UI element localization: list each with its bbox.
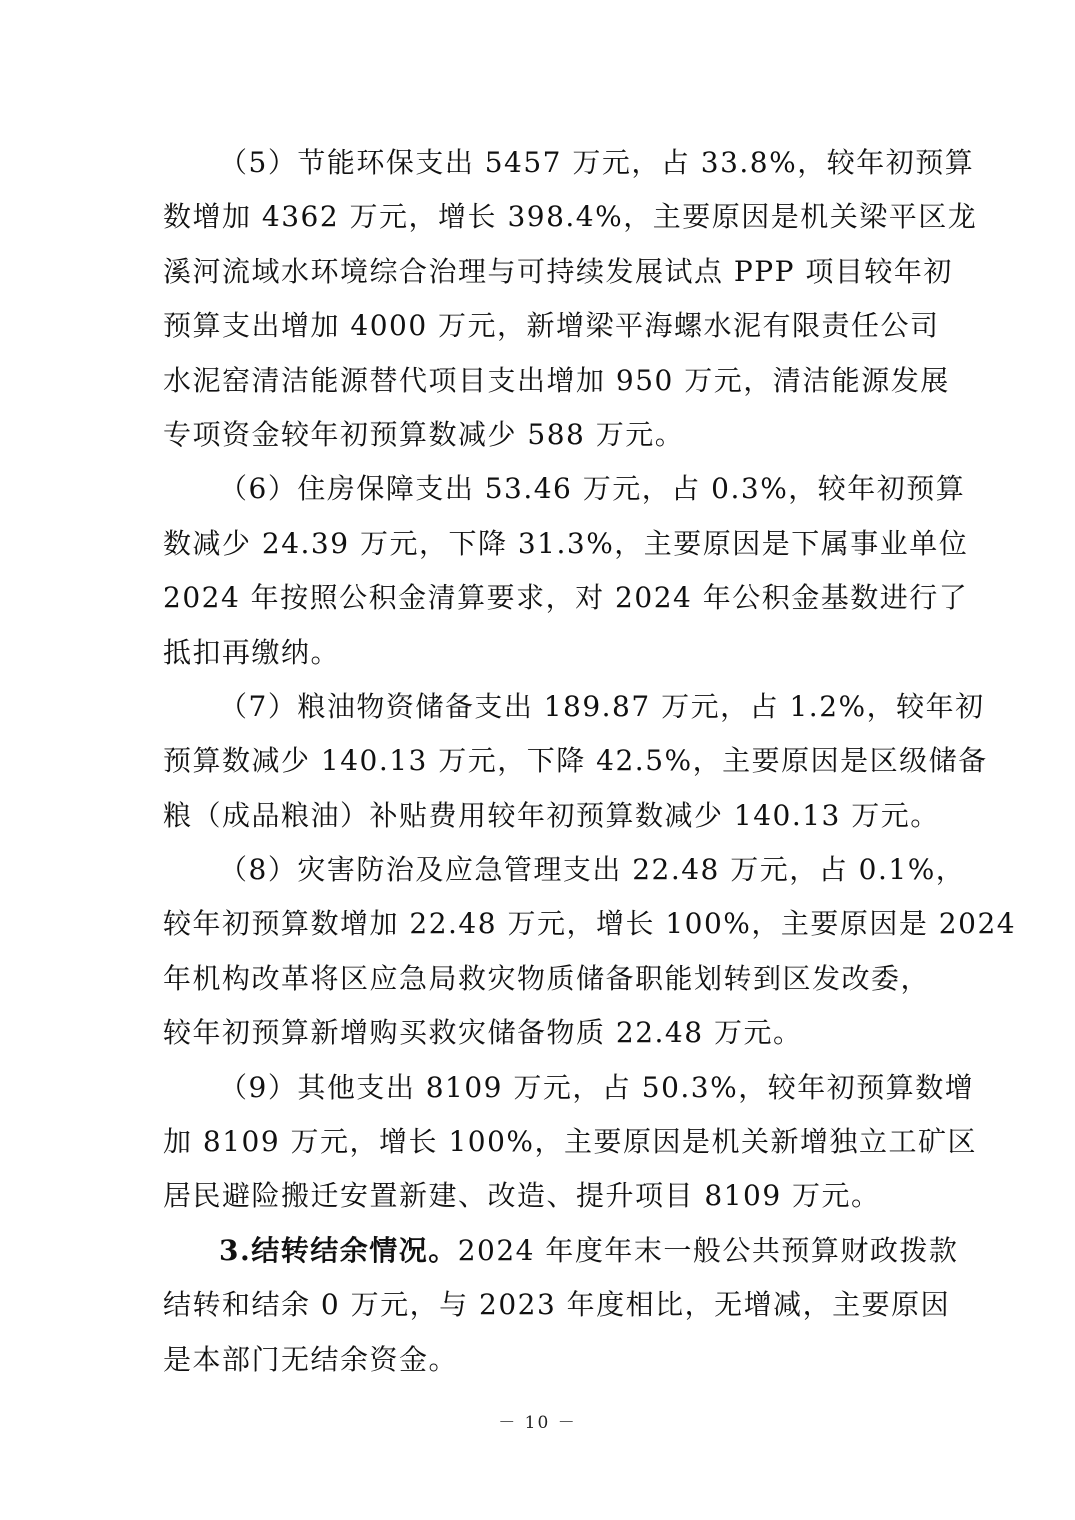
text-line: 抵扣再缴纳。: [163, 635, 341, 669]
text-line: 预算支出增加 4000 万元，新增梁平海螺水泥有限责任公司: [163, 309, 940, 343]
body-text: [163, 136, 1017, 1376]
text-line: 数增加 4362 万元，增长 398.4%，主要原因是机关梁平区龙: [163, 200, 978, 234]
text-line: 结转和结余 0 万元，与 2023 年度相比，无增减，主要原因: [163, 1288, 951, 1322]
text-line: 是本部门无结余资金。: [163, 1342, 459, 1376]
paragraph-grain-reserve: [163, 680, 988, 843]
text-line: 2024 年按照公积金清算要求，对 2024 年公积金基数进行了: [163, 581, 969, 615]
text-line: （6）住房保障支出 53.46 万元，占 0.3%，较年初预算: [219, 472, 966, 506]
text-line: 较年初预算数增加 22.48 万元，增长 100%，主要原因是 2024: [163, 907, 1017, 941]
section-carryover-balance: [163, 1224, 959, 1387]
page-number: － 10 －: [498, 1413, 577, 1433]
paragraph-disaster-prevention: [163, 843, 1017, 1061]
section-first-line-text: 2024 年度年末一般公共预算财政拨款: [457, 1233, 959, 1267]
text-line: 水泥窑清洁能源替代项目支出增加 950 万元，清洁能源发展: [163, 363, 950, 397]
paragraph-energy-environment: [163, 136, 978, 462]
paragraph-other-expenditure: [163, 1061, 978, 1224]
text-line: 粮（成品粮油）补贴费用较年初预算数减少 140.13 万元。: [163, 798, 940, 832]
paragraph-housing: [163, 462, 969, 680]
text-line: 加 8109 万元，增长 100%，主要原因是机关新增独立工矿区: [163, 1125, 978, 1159]
text-line: （8）灾害防治及应急管理支出 22.48 万元，占 0.1%，: [219, 853, 966, 887]
text-line: （9）其他支出 8109 万元，占 50.3%，较年初预算数增: [219, 1070, 975, 1104]
section-heading: 3.结转结余情况。: [219, 1233, 458, 1267]
text-line: （5）节能环保支出 5457 万元，占 33.8%，较年初预算: [219, 146, 975, 179]
text-line: 较年初预算新增购买救灾储备物质 22.48 万元。: [163, 1016, 803, 1050]
text-line: 专项资金较年初预算数减少 588 万元。: [163, 417, 685, 451]
section-first-line: [163, 1224, 959, 1278]
text-line: （7）粮油物资储备支出 189.87 万元，占 1.2%，较年初: [219, 689, 985, 723]
text-line: 年机构改革将区应急局救灾物质储备职能划转到区发改委，: [163, 961, 931, 995]
text-line: 溪河流域水环境综合治理与可持续发展试点 PPP 项目较年初: [163, 254, 953, 288]
text-line: 预算数减少 140.13 万元，下降 42.5%，主要原因是区级储备: [163, 744, 988, 778]
text-line: 数减少 24.39 万元，下降 31.3%，主要原因是下属事业单位: [163, 526, 969, 560]
text-line: 居民避险搬迁安置新建、改造、提升项目 8109 万元。: [163, 1179, 881, 1213]
